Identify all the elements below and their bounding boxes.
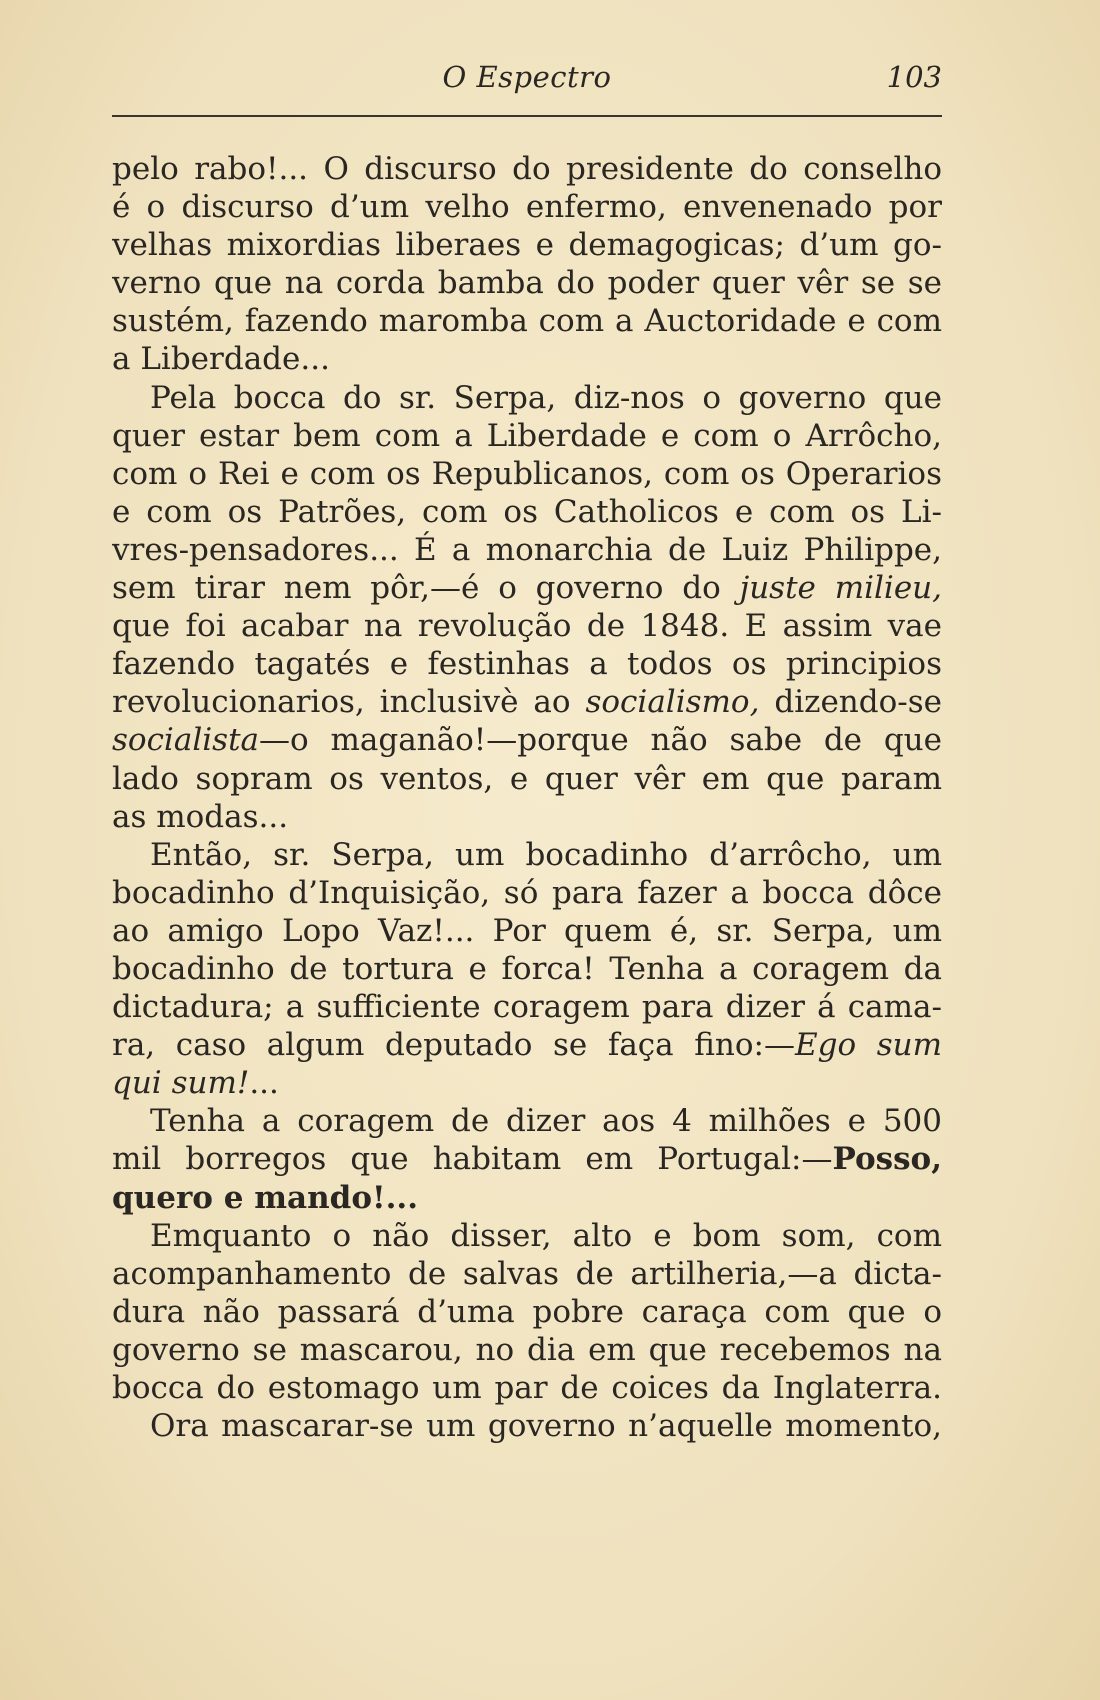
- text-segment: a Liberdade...: [112, 341, 330, 378]
- text-segment: ra, caso algum deputado se faça fino:—: [112, 1027, 795, 1064]
- text-segment: Emquanto o não disser, alto e bom som, com: [150, 1217, 942, 1254]
- text-line: [112, 340, 942, 378]
- text-segment: Tenha a coragem de dizer aos 4 milhões e 500: [150, 1103, 942, 1140]
- header-rule: [112, 115, 942, 117]
- text-segment: bocadinho d’Inquisição, só para fazer a bocca dôce: [112, 874, 942, 911]
- text-segment: sem tirar nem pôr,—é o governo do: [112, 570, 740, 607]
- text-line: [112, 836, 942, 874]
- running-title: O Espectro: [442, 60, 612, 94]
- text-segment: e com os Patrões, com os Catholicos e com os Li-: [112, 493, 942, 530]
- text-line: [112, 645, 942, 683]
- text-segment: ...: [249, 1065, 279, 1102]
- text-line: [112, 874, 942, 912]
- text-segment: socialismo,: [585, 684, 760, 721]
- text-segment: —o maganão!—porque não sabe de que: [259, 722, 942, 759]
- text-segment: bocca do estomago um par de coices da Inglaterra.: [112, 1370, 942, 1406]
- text-segment: Ego sum: [795, 1027, 942, 1064]
- text-segment: dictadura; a sufficiente coragem para dizer á cama-: [112, 989, 942, 1026]
- text-line: [112, 912, 942, 950]
- text-segment: Ora mascarar-se um governo n’aquelle momento,: [150, 1408, 942, 1445]
- text-segment: Pela bocca do sr. Serpa, diz-nos o governo que: [150, 379, 942, 416]
- text-line: [112, 264, 942, 302]
- page-number: 103: [886, 60, 942, 94]
- text-line: [112, 798, 942, 836]
- text-line: [112, 1369, 942, 1407]
- text-line: [112, 379, 942, 417]
- text-line: [112, 950, 942, 988]
- text-line: [112, 417, 942, 455]
- text-line: [112, 1026, 942, 1064]
- text-segment: com o Rei e com os Republicanos, com os Operarios: [112, 455, 942, 492]
- text-line: [112, 1179, 942, 1217]
- text-segment: pelo rabo!... O discurso do presidente do conselho: [112, 151, 942, 187]
- text-segment: dizendo-se: [759, 684, 942, 721]
- text-segment: bocadinho de tortura e forca! Tenha a coragem da: [112, 950, 942, 987]
- text-line: [112, 760, 942, 798]
- text-line: [112, 226, 942, 264]
- text-segment: fazendo tagatés e festinhas a todos os principios: [112, 646, 942, 683]
- text-line: [112, 1064, 942, 1102]
- text-line: [112, 302, 942, 340]
- text-line: [112, 1255, 942, 1293]
- text-segment: acompanhamento de salvas de artilheria,—a dicta-: [112, 1255, 942, 1292]
- text-line: [112, 493, 942, 531]
- text-segment: juste milieu,: [739, 570, 942, 607]
- text-line: [112, 1331, 942, 1369]
- body-text: [112, 150, 942, 1445]
- text-line: [112, 569, 942, 607]
- text-segment: quer estar bem com a Liberdade e com o Arrôcho,: [112, 417, 942, 454]
- text-line: [112, 150, 942, 188]
- text-line: [112, 1140, 942, 1178]
- text-line: [112, 988, 942, 1026]
- text-segment: é o discurso d’um velho enfermo, envenenado por: [112, 189, 942, 226]
- text-segment: sustém, fazendo maromba com a Auctoridade e com: [112, 303, 942, 340]
- text-line: [112, 1407, 942, 1445]
- text-segment: velhas mixordias liberaes e demagogicas; d’um go-: [112, 227, 942, 264]
- text-segment: mil borregos que habitam em Portugal:—: [112, 1141, 833, 1178]
- text-line: [112, 607, 942, 645]
- text-segment: socialista: [112, 722, 260, 759]
- text-segment: que foi acabar na revolução de 1848. E assim vae: [112, 608, 942, 645]
- text-line: [112, 721, 942, 759]
- text-segment: Posso,: [832, 1141, 942, 1178]
- text-segment: Então, sr. Serpa, um bocadinho d’arrôcho, um: [150, 836, 942, 873]
- text-segment: governo se mascarou, no dia em que recebemos na: [112, 1331, 942, 1368]
- text-segment: as modas...: [112, 798, 289, 835]
- text-segment: vres-pensadores... É a monarchia de Luiz Philippe,: [112, 531, 942, 568]
- text-line: [112, 531, 942, 569]
- text-line: [112, 1293, 942, 1331]
- text-line: [112, 1102, 942, 1140]
- text-segment: revolucionarios, inclusivè ao: [112, 684, 586, 721]
- text-segment: ao amigo Lopo Vaz!... Por quem é, sr. Serpa, um: [112, 912, 942, 949]
- text-segment: quero e mando!...: [112, 1179, 419, 1216]
- text-segment: verno que na corda bamba do poder quer vêr se se: [112, 265, 942, 302]
- text-line: [112, 455, 942, 493]
- text-segment: lado sopram os ventos, e quer vêr em que param: [112, 760, 942, 797]
- text-line: [112, 683, 942, 721]
- text-segment: dura não passará d’uma pobre caraça com que o: [112, 1293, 942, 1330]
- text-line: [112, 188, 942, 226]
- text-segment: qui sum!: [112, 1065, 250, 1102]
- page-header: [112, 58, 942, 102]
- text-line: [112, 1217, 942, 1255]
